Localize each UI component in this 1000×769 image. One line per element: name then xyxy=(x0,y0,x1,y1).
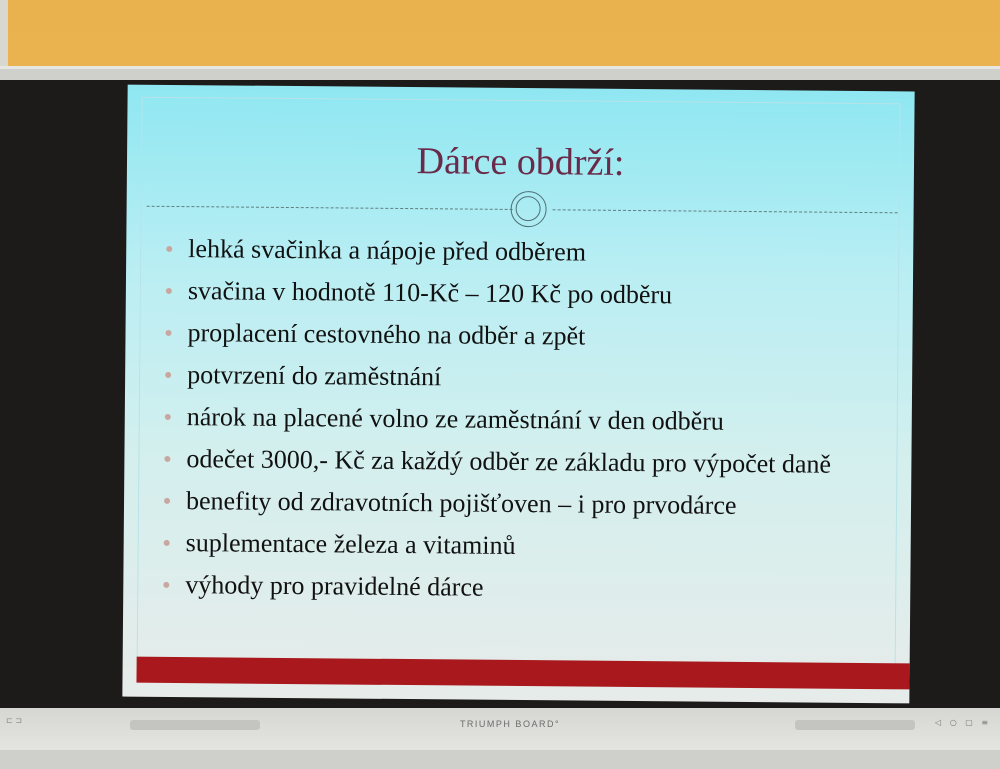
list-item xyxy=(165,317,885,354)
bullet-text: odečet 3000,- Kč za každý odběr ze základu pro výpočet daně xyxy=(186,444,832,479)
slide-title: Dárce obdrží: xyxy=(416,140,625,184)
bullet-text: proplacení cestovného na odběr a zpět xyxy=(187,318,586,351)
speaker-grille-right xyxy=(795,720,915,730)
bullet-text: benefity od zdravotních pojišťoven – i pro prvodárce xyxy=(185,486,737,520)
bullet-text: nárok na placené volno ze zaměstnání v den odběru xyxy=(186,402,725,436)
list-item xyxy=(164,443,884,480)
list-item xyxy=(166,233,886,270)
double-circle-icon xyxy=(510,191,546,227)
brand-logo: TRIUMPH BOARD° xyxy=(459,719,561,729)
wall-edge xyxy=(0,0,8,70)
list-item xyxy=(165,359,885,396)
bullet-icon xyxy=(165,330,171,336)
bullet-text: výhody pro pravidelné dárce xyxy=(185,570,484,602)
bullet-text: lehká svačinka a nápoje před odběrem xyxy=(188,234,587,267)
bullet-icon xyxy=(164,540,170,546)
bullet-text: potvrzení do zaměstnání xyxy=(187,360,442,392)
bullet-icon xyxy=(165,372,171,378)
list-item xyxy=(163,569,883,606)
bullet-icon xyxy=(166,288,172,294)
bullet-icon xyxy=(164,456,170,462)
presentation-slide xyxy=(122,85,914,704)
board-control-buttons[interactable]: ◁ ○ ▢ ≡ xyxy=(935,718,992,727)
bullet-icon xyxy=(165,414,171,420)
speaker-grille-left xyxy=(130,720,260,730)
bullet-text: svačina v hodnotě 110-Kč – 120 Kč po odběru xyxy=(187,276,673,310)
slide-footer-bar xyxy=(136,657,911,690)
bullet-icon xyxy=(163,582,169,588)
list-item xyxy=(166,275,886,312)
list-item xyxy=(165,401,885,438)
port-icons: ⊏ ⊐ xyxy=(6,716,22,725)
bullet-icon xyxy=(164,498,170,504)
bullet-icon xyxy=(166,246,172,252)
bullet-list xyxy=(163,233,886,617)
bullet-text: suplementace železa a vitaminů xyxy=(185,528,516,560)
list-item xyxy=(164,485,884,522)
list-item xyxy=(164,527,884,564)
